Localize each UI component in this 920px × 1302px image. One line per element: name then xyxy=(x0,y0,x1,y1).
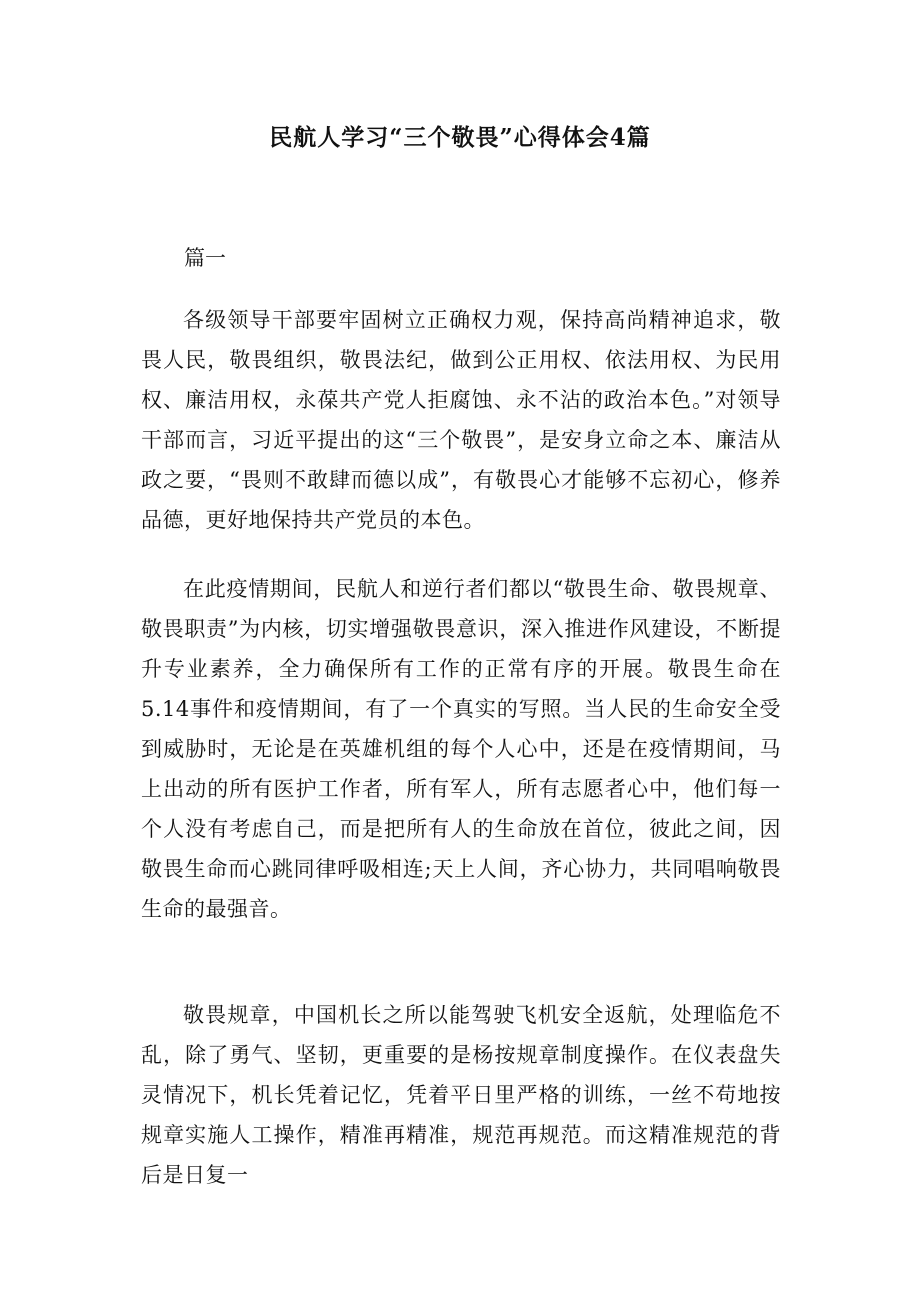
section-label: 篇一 xyxy=(184,246,226,270)
paragraph-3: 敬畏规章，中国机长之所以能驾驶飞机安全返航，处理临危不乱，除了勇气、坚韧，更重要的是杨按规章制度操作。在仪表盘失灵情况下，机长凭着记忆，凭着平日里严格的训练，一丝不苟地按规章实施人工操作，精准再精准，规范再规范。而这精准规范的背后是日复一 xyxy=(141,1003,781,1187)
document-title: 民航人学习“三个敬畏”心得体会4篇 xyxy=(269,124,651,151)
paragraph-1: 各级领导干部要牢固树立正确权力观，保持高尚精神追求，敬畏人民，敬畏组织，敬畏法纪，做到公正用权、依法用权、为民用权、廉洁用权，永葆共产党人拒腐蚀、永不沾的政治本色。”对领导干部而言，习近平提出的这“三个敬畏”，是安身立命之本、廉洁从政之要，“畏则不敢肆而德以成”，有敬畏心才能够不忘初心，修养品德，更好地保持共产党员的本色。 xyxy=(141,308,781,532)
paragraph-2: 在此疫情期间，民航人和逆行者们都以“敬畏生命、敬畏规章、敬畏职责”为内核，切实增强敬畏意识，深入推进作风建设，不断提升专业素养，全力确保所有工作的正常有序的开展。敬畏生命在5.14事件和疫情期间，有了一个真实的写照。当人民的生命安全受到威胁时，无论是在英雄机组的每个人心中，还是在疫情期间，马上出动的所有医护工作者，所有军人，所有志愿者心中，他们每一个人没有考虑自己，而是把所有人的生命放在首位，彼此之间，因敬畏生命而心跳同律呼吸相连;天上人间，齐心协力，共同唱响敬畏生命的最强音。 xyxy=(141,577,781,921)
